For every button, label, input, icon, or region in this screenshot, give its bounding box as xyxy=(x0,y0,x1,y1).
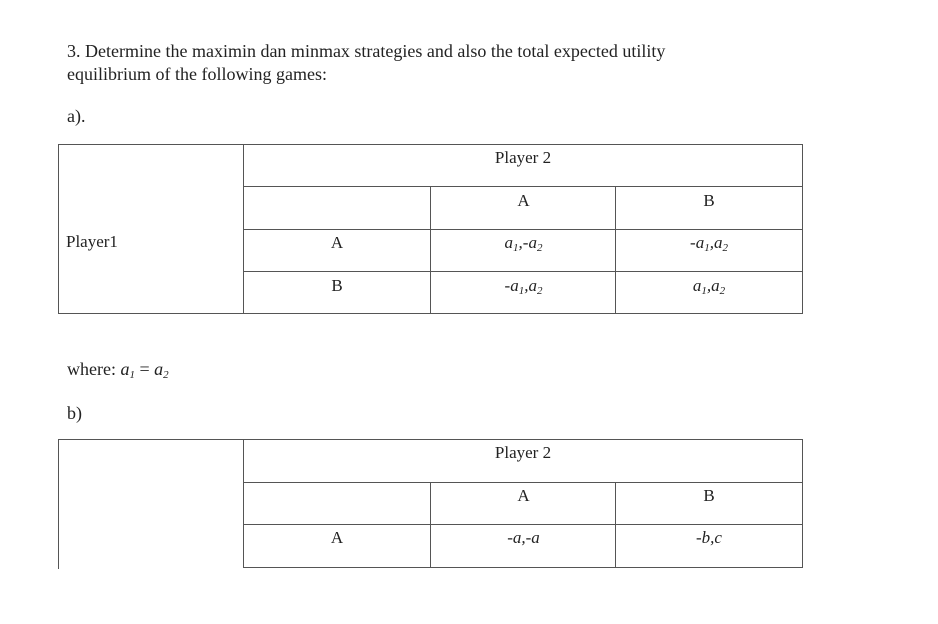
row-header-a: A xyxy=(330,233,344,252)
payoff-cell-ab-b: -b,c xyxy=(696,528,722,547)
row-header-a-b: A xyxy=(330,528,344,547)
payoff-cell-bb: $a_1,a_2$ xyxy=(692,276,726,297)
question-line-1: 3. Determine the maximin dan minmax strategies and also the total expected utility xyxy=(67,41,666,61)
payoff-cell-aa-b: -a,-a xyxy=(507,528,540,547)
where-condition: where: $a_1 = a_2$ xyxy=(67,359,169,381)
player-2-header-b: Player 2 xyxy=(494,443,552,462)
part-b-label: b) xyxy=(67,403,82,423)
col-header-a-b: A xyxy=(517,486,530,505)
payoff-cell-ba: $-a_1,a_2$ xyxy=(504,276,543,297)
payoff-cell-ab: $-a_1,a_2$ xyxy=(690,233,728,254)
row-header-b: B xyxy=(331,276,343,295)
part-a-label: a). xyxy=(67,106,86,126)
player-1-label: Player1 xyxy=(66,232,118,251)
col-header-b: B xyxy=(703,191,715,210)
question-line-2: equilibrium of the following games: xyxy=(67,64,327,84)
col-header-a: A xyxy=(517,191,530,210)
player-2-header: Player 2 xyxy=(494,148,552,167)
col-header-b-b: B xyxy=(703,486,715,505)
payoff-cell-aa: $a_1,-a_2$ xyxy=(504,233,543,254)
